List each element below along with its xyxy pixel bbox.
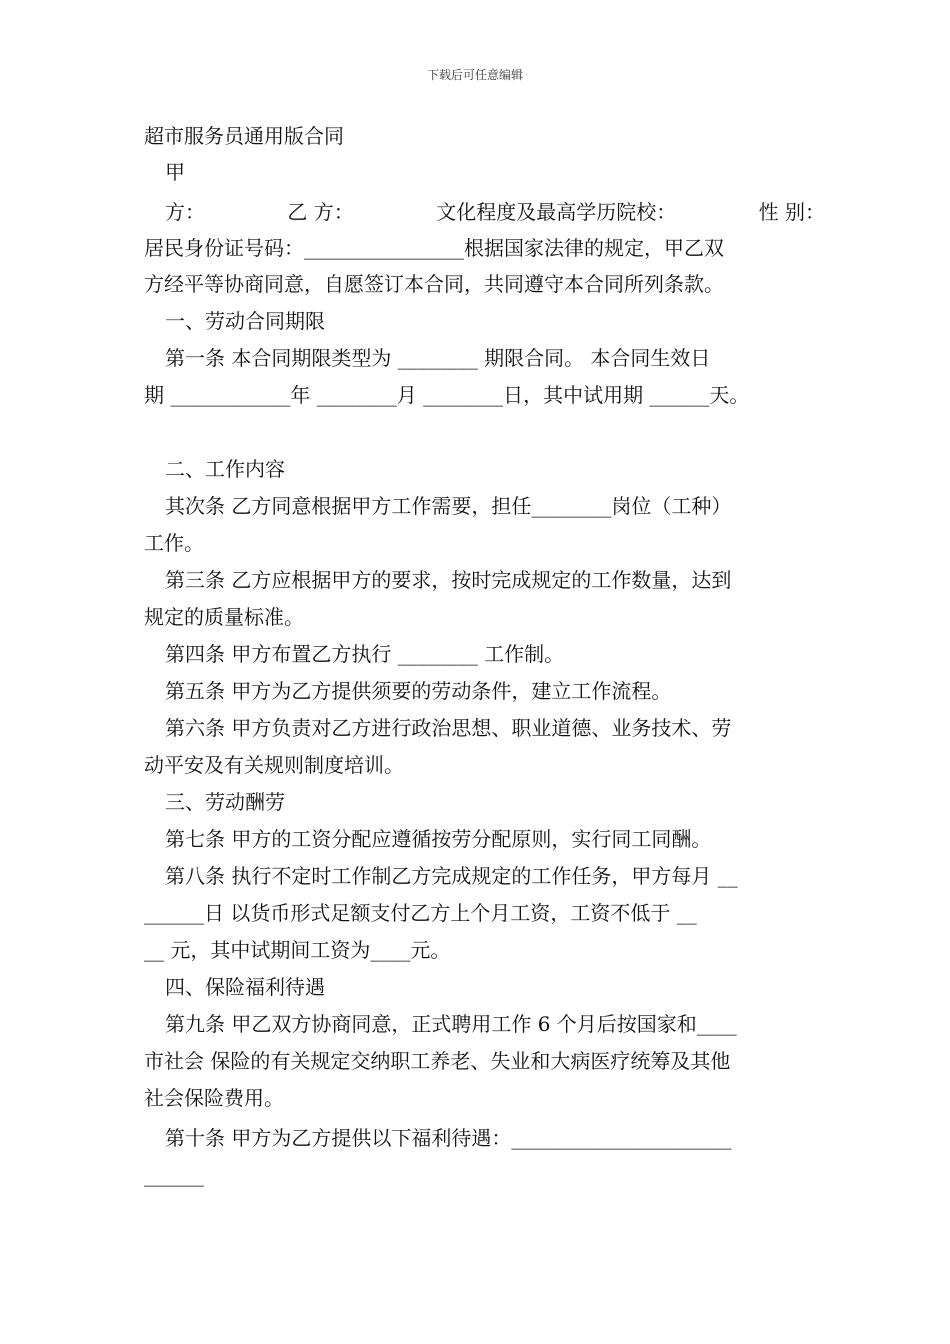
- article-8-line-2: ______日 以货币形式足额支付乙方上个月工资，工资不低于 __: [144, 901, 697, 925]
- article-7: 第七条 甲方的工资分配应遵循按劳分配原则，实行同工同酬。: [165, 827, 712, 851]
- article-6-line-1: 第六条 甲方负责对乙方进行政治思想、职业道德、业务技术、劳: [165, 716, 732, 740]
- article-4: 第四条 甲方布置乙方执行 ________ 工作制。: [165, 642, 565, 666]
- party-a-label: 方：: [165, 200, 205, 224]
- gender-label: 性 别：: [758, 200, 825, 224]
- article-10-line-2: ______: [144, 1163, 204, 1187]
- article-10-line-1: 第十条 甲方为乙方提供以下福利待遇：______________________: [165, 1126, 732, 1150]
- section-heading-4: 四、保险福利待遇: [165, 975, 325, 999]
- education-label: 文化程度及最高学历院校：: [436, 200, 677, 224]
- article-9-line-2: 市社会 保险的有关规定交纳职工养老、失业和大病医疗统筹及其他: [144, 1049, 731, 1073]
- article-3-line-2: 规定的质量标准。: [144, 605, 304, 629]
- article-9-line-1: 第九条 甲乙双方协商同意，正式聘用工作 6 个月后按国家和____: [165, 1012, 737, 1036]
- section-heading-1: 一、劳动合同期限: [165, 309, 325, 333]
- article-9-line-3: 社会保险费用。: [144, 1086, 284, 1110]
- preamble-line: 方经平等协商同意，自愿签订本合同，共同遵守本合同所列条款。: [144, 272, 724, 296]
- party-a-char: 甲: [165, 160, 185, 184]
- header-note: 下载后可任意编辑: [426, 68, 523, 82]
- contract-title: 超市服务员通用版合同: [144, 124, 344, 148]
- article-1-line-2: 期 ____________年 ________月 ________日，其中试用期 ______天。: [144, 383, 750, 407]
- section-heading-3: 三、劳动酬劳: [165, 790, 285, 814]
- party-fields-line: [165, 198, 825, 226]
- article-3-line-1: 第三条 乙方应根据甲方的要求，按时完成规定的工作数量，达到: [165, 568, 732, 592]
- article-2-line-1: 其次条 乙方同意根据甲方工作需要，担任________岗位（工种）: [165, 494, 732, 518]
- article-2-line-2: 工作。: [144, 531, 204, 555]
- id-number-line: 居民身份证号码：________________根据国家法律的规定，甲乙双: [144, 236, 724, 260]
- article-8-line-1: 第八条 执行不定时工作制乙方完成规定的工作任务，甲方每月 __: [165, 864, 738, 888]
- section-heading-2: 二、工作内容: [165, 457, 285, 481]
- article-8-line-3: __ 元，其中试期间工资为____元。: [144, 938, 451, 962]
- article-6-line-2: 动平安及有关规则制度培训。: [144, 753, 404, 777]
- article-5: 第五条 甲方为乙方提供须要的劳动条件，建立工作流程。: [165, 679, 672, 703]
- article-1-line-1: 第一条 本合同期限类型为 ________ 期限合同。 本合同生效日: [165, 346, 711, 370]
- party-b-label: 乙 方：: [287, 200, 354, 224]
